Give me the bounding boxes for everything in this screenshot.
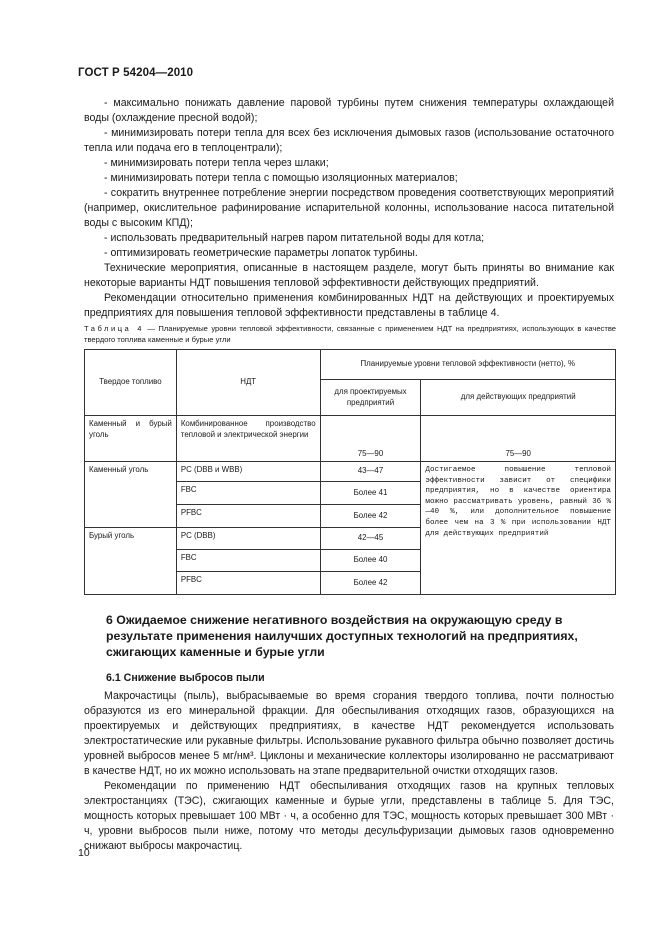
new-value-cell: Более 41 xyxy=(320,482,421,505)
ndt-efficiency-table xyxy=(84,349,616,595)
page-number: 10 xyxy=(78,847,90,859)
new-value-cell: 42—45 xyxy=(320,528,421,550)
new-value-cell: 75—90 xyxy=(320,416,421,462)
ndt-cell: FBC xyxy=(176,482,320,505)
paragraph: Технические мероприятия, описанные в настоящем разделе, могут быть приняты во внимание как некоторые варианты НДТ повышения тепловой эффективности действующих предприятий. xyxy=(84,262,614,289)
table-row xyxy=(85,462,616,482)
header-existing-plants: для действующих предприятий xyxy=(421,380,616,416)
list-item: - оптимизировать геометрические параметры лопаток турбины. xyxy=(104,247,418,259)
table-row xyxy=(85,416,616,462)
new-value-cell: Более 42 xyxy=(320,505,421,528)
section-text xyxy=(84,689,614,854)
paragraph: Рекомендации по применению НДТ обеспыливания отходящих газов на крупных тепловых электростанциях (ТЭС), сжигающих каменные и бурые угли, представлены в таблице 5. Для ТЭС, мощность которых превышает 100 МВт · ч, а особенно для ТЭС, мощность которых превышает 300 МВт · ч, уровни выбросов пыли ниже, потому что методы десульфуризации дымовых газов одновременно снижают выбросы макрочастиц. xyxy=(84,780,614,852)
table-header-row xyxy=(85,350,616,380)
new-value-cell: Более 40 xyxy=(320,550,421,572)
table-caption-label: Таблица 4 xyxy=(84,324,144,333)
fuel-cell: Бурый уголь xyxy=(85,528,177,595)
ndt-cell: PC (DBB) xyxy=(176,528,320,550)
paragraph: Макрочастицы (пыль), выбрасываемые во время сгорания твердого топлива, почти полностью образуются из его минеральной фракции. Для обеспыливания отходящих газов, образующихся на проектируемых и действующих предприятиях, в качестве НДТ рекомендуется использовать электростатические или рукавные фильтры. Использование рукавного фильтра обычно позволяет достичь уровней выбросов менее 5 мг/нм³. Циклоны и механические коллекторы изолированно не рассматривают в качестве НДТ, но их можно использовать на этапе предварительной очистки отходящих газов. xyxy=(84,690,614,777)
header-new-plants: для проектируемых предприятий xyxy=(320,380,421,416)
ndt-cell: PC (DBB и WBB) xyxy=(176,462,320,482)
existing-value-cell: 75—90 xyxy=(421,416,616,462)
new-value-cell: 43—47 xyxy=(320,462,421,482)
subsection-heading: 6.1 Снижение выбросов пыли xyxy=(106,672,265,684)
header-fuel: Твердое топливо xyxy=(85,350,177,416)
document-header: ГОСТ Р 54204—2010 xyxy=(78,67,194,79)
list-item: - максимально понижать давление паровой турбины путем снижения температуры охлаждающей воды (охлаждение пресной водой); xyxy=(84,97,614,124)
table-caption xyxy=(84,323,616,345)
list-item: - минимизировать потери тепла через шлаки; xyxy=(104,157,329,169)
section-heading: 6 Ожидаемое снижение негативного воздействия на окружающую среду в результате применения наилучших доступных технологий на предприятиях, сжигающих каменные и бурые угли xyxy=(106,613,578,659)
ndt-cell: FBC xyxy=(176,550,320,572)
ndt-cell: PFBC xyxy=(176,572,320,595)
fuel-cell: Каменный и бурый уголь xyxy=(85,416,177,462)
fuel-cell: Каменный уголь xyxy=(85,462,177,528)
ndt-cell: Комбинированное производство тепловой и электрической энергии xyxy=(176,416,320,462)
list-item: - использовать предварительный нагрев паром питательной воды для котла; xyxy=(104,232,485,244)
new-value-cell: Более 42 xyxy=(320,572,421,595)
header-levels: Планируемые уровни тепловой эффективности (нетто), % xyxy=(320,350,615,380)
ndt-cell: PFBC xyxy=(176,505,320,528)
list-item: - минимизировать потери тепла для всех без исключения дымовых газов (использование остаточного тепла или подача его в теплоцентрали); xyxy=(84,127,614,154)
table-caption-text: — Планируемые уровни тепловой эффективности, связанные с применением НДТ на предприятиях, использующих в качестве твердого топлива каменные и бурые угли xyxy=(84,324,616,344)
existing-note-cell: Достигаемое повышение тепловой эффективности зависит от специфики предприятия, но в качестве ориентира можно рассматривать уровень, равный 36 %—40 %, или дополнительное повышение более чем на 3 % при использовании НДТ для действующих предприятий xyxy=(421,462,616,595)
paragraph: Рекомендации относительно применения комбинированных НДТ на действующих и проектируемых предприятиях для повышения тепловой эффективности представлены в таблице 4. xyxy=(84,292,614,319)
intro-text xyxy=(84,96,614,321)
list-item: - сократить внутреннее потребление энергии посредством проведения соответствующих мероприятий (например, окислительное рафинирование испарительной колонны, использование насоса питательной воды с высоким КПД); xyxy=(84,187,614,229)
list-item: - минимизировать потери тепла с помощью изоляционных материалов; xyxy=(104,172,458,184)
header-ndt: НДТ xyxy=(176,350,320,416)
